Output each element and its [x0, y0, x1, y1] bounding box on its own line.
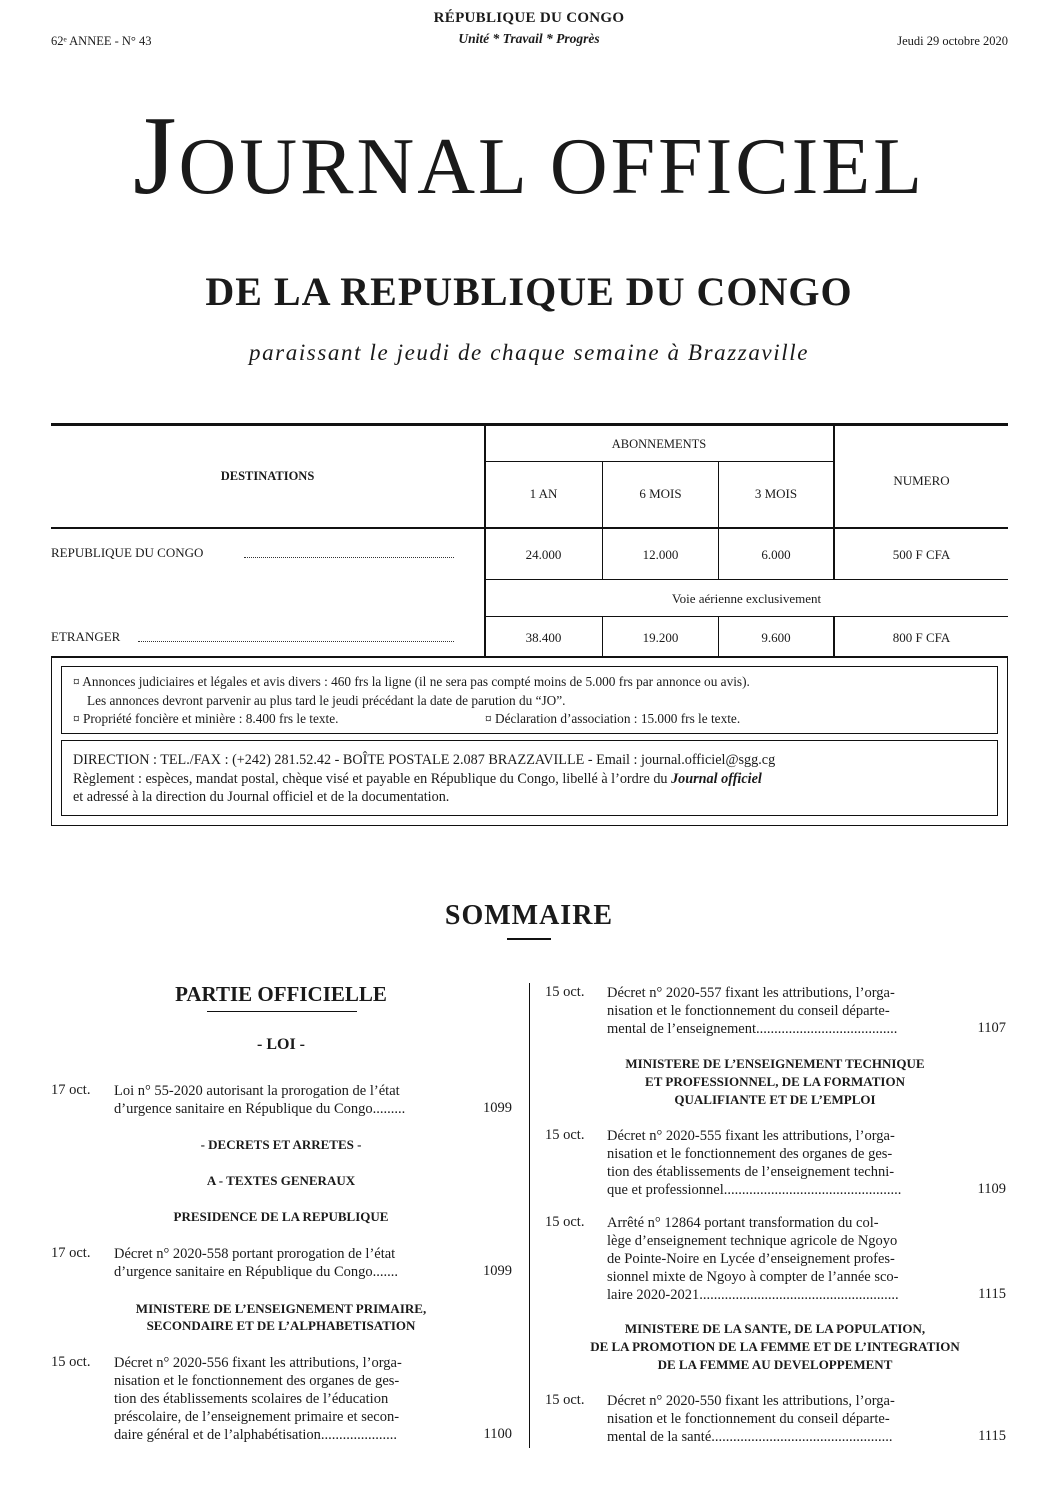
entry-line: tion des établissements scolaires de l’éducation: [114, 1391, 389, 1407]
heading-rule: [207, 1011, 357, 1012]
price-1-an: 24.000: [525, 547, 562, 562]
table-rule: [51, 527, 1008, 529]
contact-line: [73, 771, 762, 787]
table-rule: [485, 461, 833, 462]
price-3-mois: 9.600: [761, 630, 791, 645]
entry-line: Décret n° 2020-556 fixant les attributions, l’orga-: [114, 1355, 402, 1371]
entry-page: 1109: [977, 1181, 1006, 1197]
table-rule: [485, 579, 1008, 580]
col-1-an: 1 AN: [529, 486, 558, 501]
ministry-heading: QUALIFIANTE ET DE L’EMPLOI: [674, 1092, 876, 1107]
price-numero: 500 F CFA: [892, 547, 951, 562]
col-6-mois: 6 MOIS: [639, 486, 682, 501]
ministry-heading: SECONDAIRE ET DE L’ALPHABETISATION: [146, 1318, 416, 1333]
entry-line: mental de l’enseignement.......................................: [607, 1021, 898, 1037]
entry-line: daire général et de l’alphabétisation.....................: [114, 1427, 398, 1443]
ministry-heading: MINISTERE DE L’ENSEIGNEMENT TECHNIQUE: [625, 1056, 925, 1071]
tariff-line: ¤ Annonces judiciaires et légales et avis divers : 460 frs la ligne (il ne sera pas compté moins de 5.000 frs par annonce ou avis).: [73, 674, 750, 689]
destinations-header: DESTINATIONS: [220, 469, 315, 483]
tariff-line: ¤ Déclaration d’association : 15.000 frs le texte.: [485, 711, 741, 726]
entry-date: 15 oct.: [51, 1354, 91, 1370]
price-6-mois: 19.200: [642, 630, 679, 645]
table-rule: [485, 616, 1008, 617]
payment-text: Règlement : espèces, mandat postal, chèque visé et payable en République du Congo, libellé à l’ordre du: [73, 771, 672, 787]
entry-line: nisation et le fonctionnement des organes de ges-: [607, 1146, 893, 1162]
presidence-heading: PRESIDENCE DE LA REPUBLIQUE: [173, 1209, 389, 1224]
entry-line: Décret n° 2020-557 fixant les attributions, l’orga-: [607, 985, 895, 1001]
entry-date: 15 oct.: [545, 1392, 585, 1408]
entry-line: tion des établissements de l’enseignement techni-: [607, 1164, 895, 1180]
destination-label: REPUBLIQUE DU CONGO: [51, 545, 204, 560]
sommaire-rule: [507, 938, 551, 940]
table-column-rule: [484, 426, 486, 656]
entry-date: 15 oct.: [545, 1214, 585, 1230]
journal-subtitle: DE LA REPUBLIQUE DU CONGO: [205, 269, 853, 314]
entry-line: Décret n° 2020-550 fixant les attributions, l’orga-: [607, 1393, 895, 1409]
entry-line: d’urgence sanitaire en République du Congo.......: [114, 1264, 399, 1280]
ministry-heading: ET PROFESSIONNEL, DE LA FORMATION: [645, 1074, 905, 1089]
air-mail-note: Voie aérienne exclusivement: [671, 591, 822, 606]
entry-page: 1107: [977, 1020, 1006, 1036]
entry-line: lège d’enseignement technique agricole de Ngoyo: [607, 1233, 898, 1249]
entry-page: 1099: [483, 1100, 512, 1116]
tariff-line: Les annonces devront parvenir au plus tard le jeudi précédant la date de parution du “JO”.: [87, 693, 566, 708]
entry-line: de Pointe-Noire en Lycée d’enseignement profes-: [607, 1251, 895, 1267]
title-rest: OURNAL OFFICIEL: [178, 123, 926, 211]
journal-title: [0, 96, 1058, 227]
ministry-heading: DE LA FEMME AU DEVELOPPEMENT: [657, 1357, 893, 1372]
table-top-rule: [51, 423, 1008, 426]
tariff-line: ¤ Propriété foncière et minière : 8.400 frs le texte.: [73, 711, 339, 726]
entry-line: Arrêté n° 12864 portant transformation du col-: [607, 1215, 879, 1231]
entry-line: nisation et le fonctionnement du conseil départe-: [607, 1411, 890, 1427]
entry-date: 15 oct.: [545, 984, 585, 1000]
entry-page: 1099: [483, 1263, 512, 1279]
entry-line: nisation et le fonctionnement des organes de ges-: [114, 1373, 400, 1389]
entry-line: que et professionnel.................................................: [607, 1182, 902, 1198]
entry-date: 17 oct.: [51, 1245, 91, 1261]
sommaire-title: SOMMAIRE: [444, 900, 614, 931]
ministry-heading: MINISTERE DE L’ENSEIGNEMENT PRIMAIRE,: [135, 1301, 427, 1316]
numero-header: NUMERO: [893, 473, 950, 488]
price-numero: 800 F CFA: [892, 630, 951, 645]
country-name: RÉPUBLIQUE DU CONGO: [433, 10, 625, 26]
ministry-heading: MINISTERE DE LA SANTE, DE LA POPULATION,: [624, 1321, 926, 1336]
price-1-an: 38.400: [525, 630, 562, 645]
contact-line: DIRECTION : TEL./FAX : (+242) 281.52.42 - BOÎTE POSTALE 2.087 BRAZZAVILLE - Email : journal.officiel@sgg.cg: [73, 752, 776, 768]
entry-line: Loi n° 55-2020 autorisant la prorogation de l’état: [114, 1083, 400, 1099]
decrets-heading: - DECRETS ET ARRETES -: [200, 1137, 362, 1152]
col-3-mois: 3 MOIS: [754, 486, 798, 501]
textes-generaux-heading: A - TEXTES GENERAUX: [206, 1173, 356, 1188]
partie-officielle-heading: PARTIE OFFICIELLE: [175, 982, 387, 1006]
journal-name: Journal officiel: [671, 771, 762, 787]
dot-leader: [138, 641, 454, 642]
entry-line: mental de la santé..................................................: [607, 1429, 893, 1445]
entry-line: nisation et le fonctionnement du conseil départe-: [607, 1003, 890, 1019]
entry-line: d’urgence sanitaire en République du Congo.........: [114, 1101, 406, 1117]
dot-leader: [244, 557, 454, 558]
contact-line: et adressé à la direction du Journal officiel et de la documentation.: [73, 789, 450, 805]
price-3-mois: 6.000: [761, 547, 791, 562]
column-divider: [529, 983, 530, 1448]
entry-line: laire 2020-2021.......................................................: [607, 1287, 899, 1303]
national-motto: Unité * Travail * Progrès: [458, 31, 600, 46]
destination-label: ETRANGER: [51, 629, 121, 644]
issue-number: 62ᵉ ANNEE - N° 43: [51, 34, 152, 48]
entry-line: Décret n° 2020-555 fixant les attributions, l’orga-: [607, 1128, 895, 1144]
entry-date: 15 oct.: [545, 1127, 585, 1143]
title-initial: J: [132, 94, 179, 218]
journal-tagline: paraissant le jeudi de chaque semaine à Brazzaville: [248, 340, 810, 365]
entry-page: 1115: [978, 1428, 1006, 1444]
entry-date: 17 oct.: [51, 1082, 91, 1098]
issue-date: Jeudi 29 octobre 2020: [897, 34, 1008, 48]
entry-page: 1115: [978, 1286, 1006, 1302]
loi-heading: - LOI -: [257, 1036, 305, 1053]
entry-line: préscolaire, de l’enseignement primaire et secon-: [114, 1409, 400, 1425]
entry-line: Décret n° 2020-558 portant prorogation de l’état: [114, 1246, 396, 1262]
price-6-mois: 12.000: [642, 547, 679, 562]
ministry-heading: DE LA PROMOTION DE LA FEMME ET DE L’INTEGRATION: [590, 1339, 960, 1354]
abonnements-header: ABONNEMENTS: [611, 437, 707, 451]
entry-line: sionnel mixte de Ngoyo à compter de l’année sco-: [607, 1269, 899, 1285]
entry-page: 1100: [483, 1426, 512, 1442]
